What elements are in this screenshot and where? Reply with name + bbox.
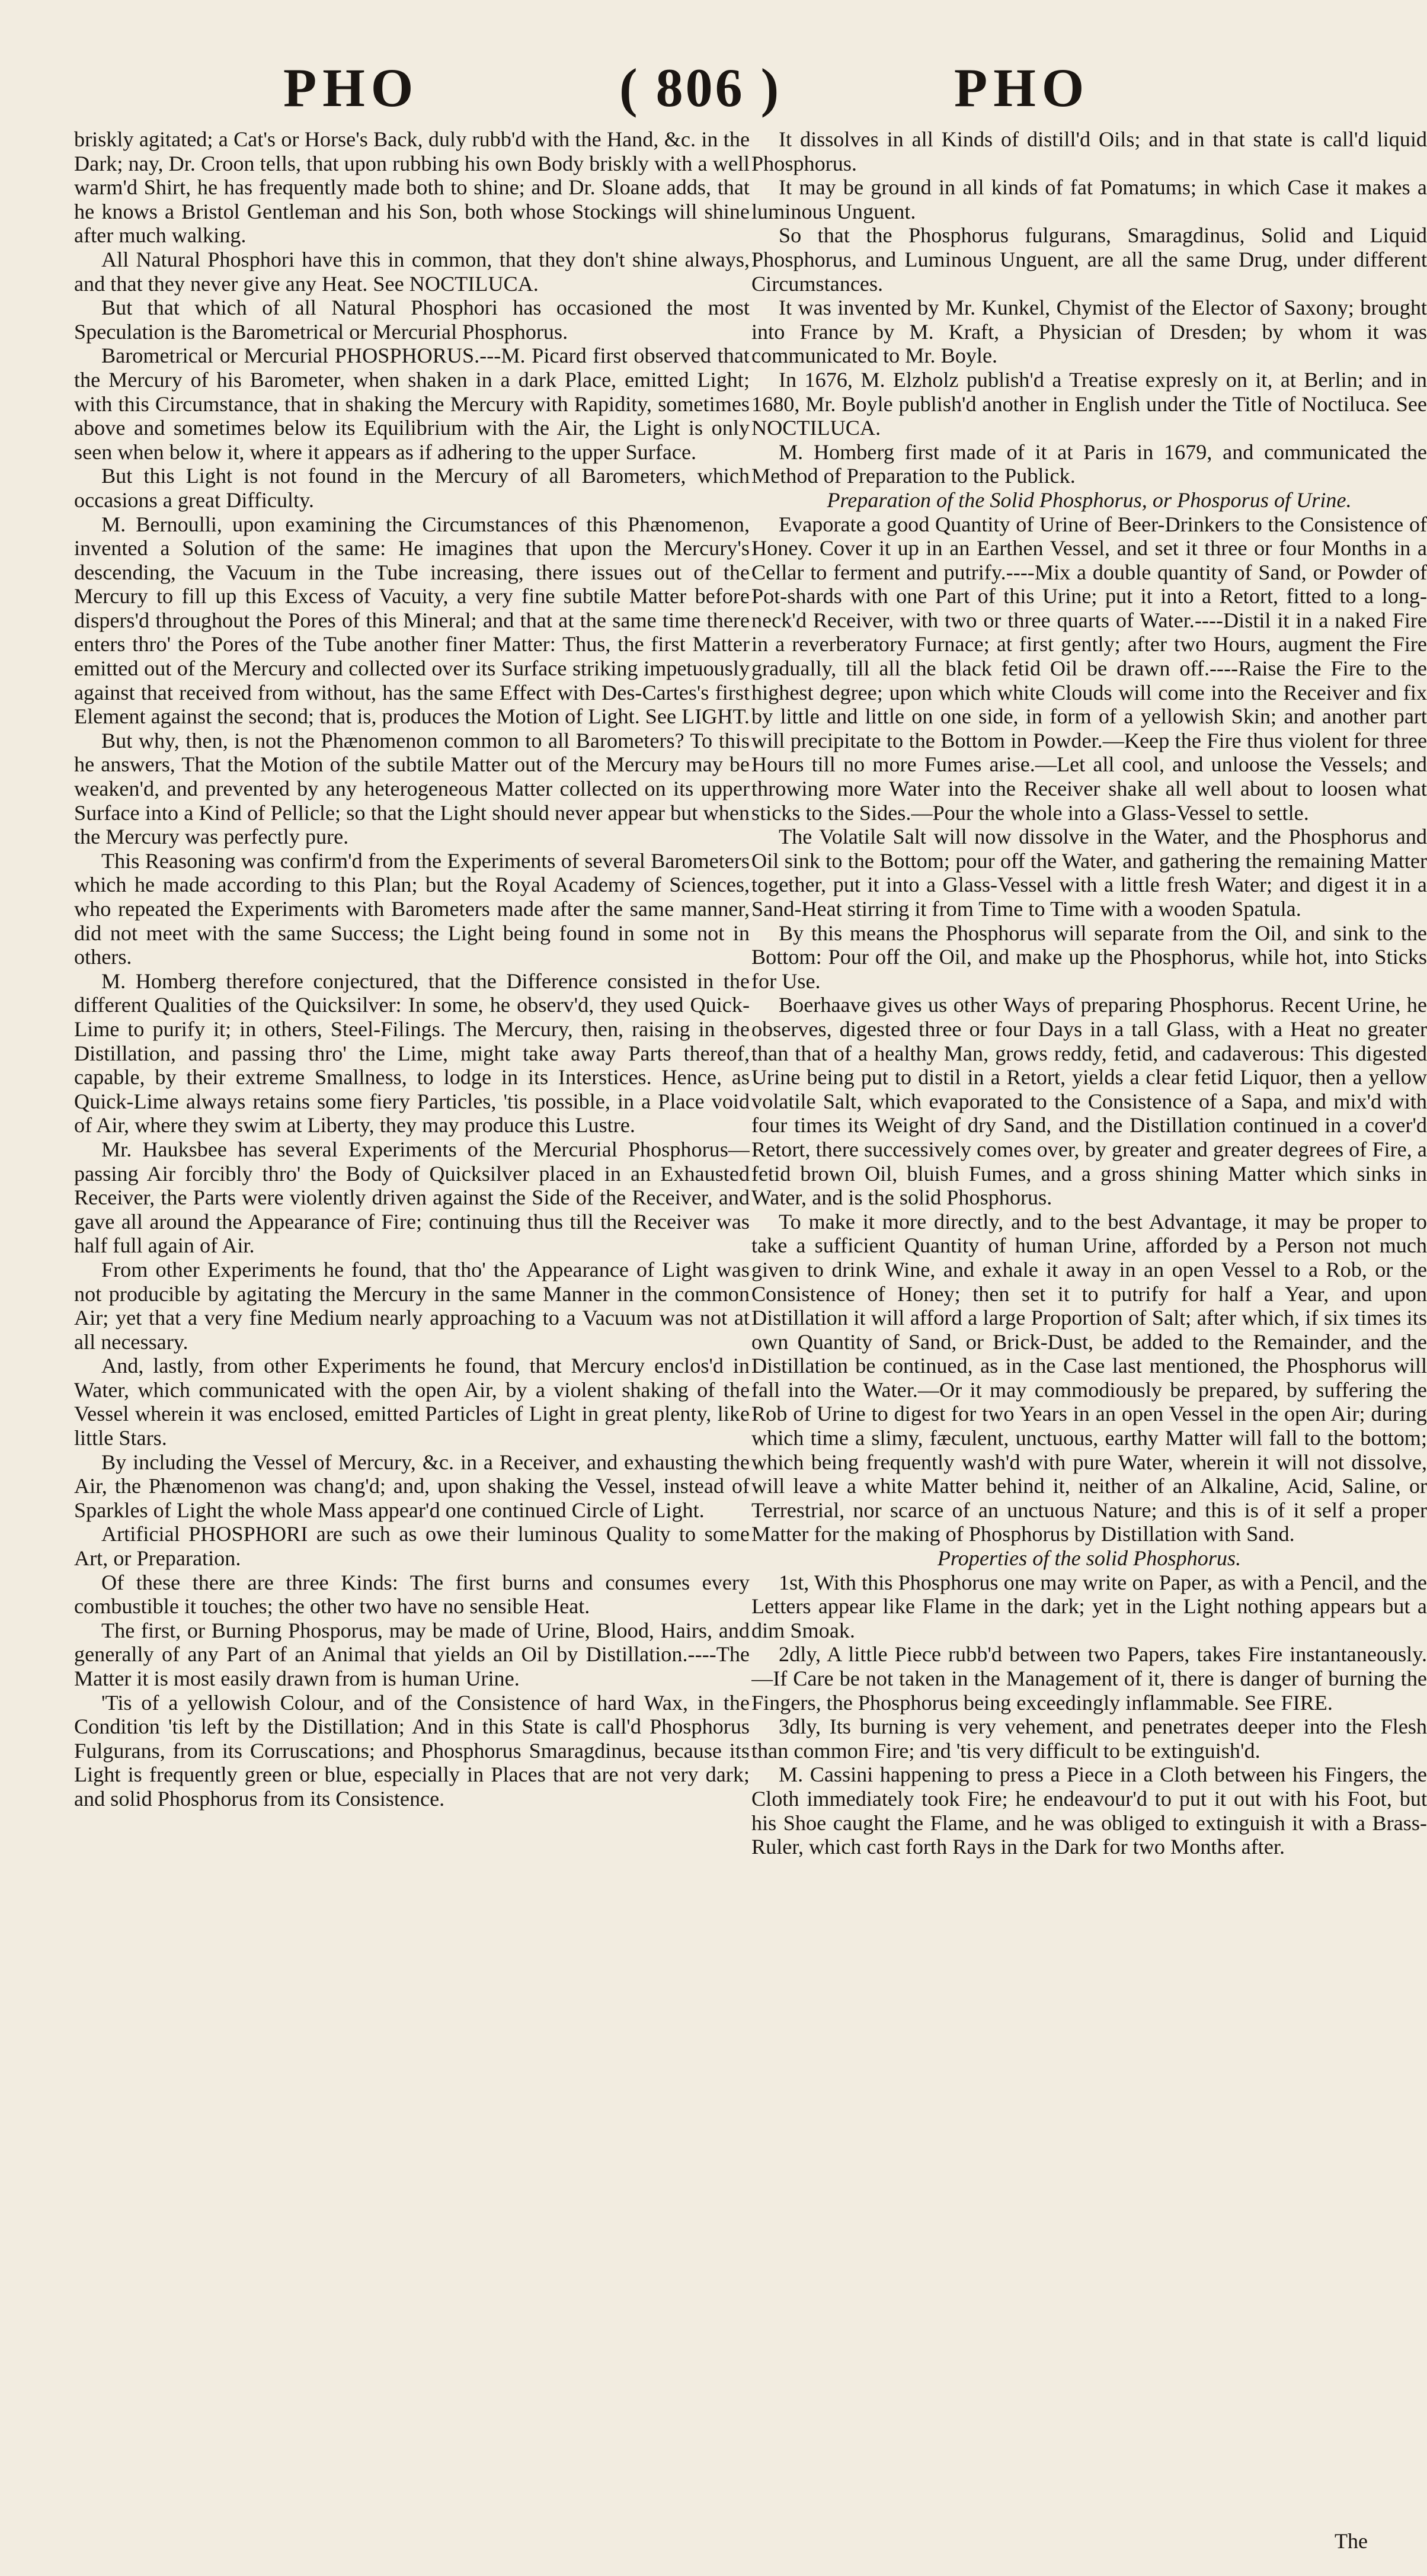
header-right-word: PHO — [954, 57, 1090, 118]
paragraph: M. Cassini happening to press a Piece in a Cloth between his Fingers, the Cloth immediately took Fire; he endeavour'd to put it out with his Foot, but his Shoe caught the Flame, and he was obliged to extinguish it with a Brass-Ruler, which cast forth Rays in the Dark for two Months after. — [751, 1763, 1427, 1859]
paragraph: The Volatile Salt will now dissolve in the Water, and the Phosphorus and Oil sink to the Bottom; pour off the Water, and gathering the remaining Matter together, put it into a Glass-Vessel with a little fresh Water; and digest it in a Sand-Heat stirring it from Time to Time with a wooden Spatula. — [751, 825, 1427, 921]
paragraph: 3dly, Its burning is very vehement, and penetrates deeper into the Flesh than common Fire; and 'tis very difficult to be extinguish'd. — [751, 1715, 1427, 1763]
right-column — [751, 127, 1427, 2527]
header-left-word: PHO — [283, 57, 420, 118]
page-number: ( 806 ) — [619, 57, 782, 118]
paragraph: In 1676, M. Elzholz publish'd a Treatise expresly on it, at Berlin; and in 1680, Mr. Boyle publish'd another in English under the Title of Noctiluca. See NOCTILUCA. — [751, 367, 1427, 440]
paragraph: The first, or Burning Phosporus, may be made of Urine, Blood, Hairs, and generally of any Part of an Animal that yields an Oil by Distillation.----The Matter it is most easily drawn from is human Urine. — [74, 1618, 750, 1690]
paragraph: Barometrical or Mercurial PHOSPHORUS.---M. Picard first observed that the Mercury of his Barometer, when shaken in a dark Place, emitted Light; with this Circumstance, that in shaking the Mercury with Rapidity, sometimes above and sometimes below its Equilibrium with the Air, the Light is only seen when below it, where it appears as if adhering to the upper Surface. — [74, 344, 750, 464]
paragraph: But this Light is not found in the Mercury of all Barometers, which occasions a great Difficulty. — [74, 464, 750, 512]
paragraph: Of these there are three Kinds: The first burns and consumes every combustible it touches; the other two have no sensible Heat. — [74, 1570, 750, 1619]
paragraph: briskly agitated; a Cat's or Horse's Back, duly rubb'd with the Hand, &c. in the Dark; nay, Dr. Croon tells, that upon rubbing his own Body briskly with a well warm'd Shirt, he has frequently made both to shine; and Dr. Sloane adds, that he knows a Bristol Gentleman and his Son, both whose Stockings will shine after much walking. — [74, 127, 750, 248]
paragraph: Evaporate a good Quantity of Urine of Beer-Drinkers to the Consistence of Honey. Cover it up in an Earthen Vessel, and set it three or four Months in a Cellar to ferment and putrify.----Mix a double quantity of Sand, or Powder of Pot-shards with one Part of this Urine; put it into a Retort, fitted to a long-neck'd Receiver, with two or three quarts of Water.----Distil it in a naked Fire in a reverberatory Furnace; at first gently; after two Hours, augment the Fire gradually, till all the black fetid Oil be drawn off.----Raise the Fire to the highest degree; upon which white Clouds will come into the Receiver and fix by little and little on one side, in form of a yellowish Skin; and another part will precipitate to the Bottom in Powder.—Keep the Fire thus violent for three Hours till no more Fumes arise.—Let all cool, and unloose the Vessels; and throwing more Water into the Receiver shake all well about to loosen what sticks to the Sides.—Pour the whole into a Glass-Vessel to settle. — [751, 512, 1427, 825]
section-heading: Preparation of the Solid Phosphorus, or Phosporus of Urine. — [827, 488, 1352, 512]
paragraph: All Natural Phosphori have this in common, that they don't shine always, and that they never give any Heat. See NOCTILUCA. — [74, 247, 750, 296]
paragraph: It was invented by Mr. Kunkel, Chymist of the Elector of Saxony; brought into France by M. Kraft, a Physician of Dresden; by whom it was communicated to Mr. Boyle. — [751, 296, 1427, 368]
paragraph: M. Bernoulli, upon examining the Circumstances of this Phænomenon, invented a Solution of the same: He imagines that upon the Mercury's descending, the Vacuum in the Tube increasing, there issues out of the Mercury to fill up this Excess of Vacuity, a very fine subtile Matter before dispers'd throughout the Pores of this Mineral; and that at the same time there enters thro' the Pores of the Tube another finer Matter: Thus, the first Matter emitted out of the Mercury and collected over its Surface striking impetuously against that received from without, has the same Effect with Des-Cartes's first Element against the second; that is, produces the Motion of Light. See LIGHT. — [74, 512, 750, 729]
paragraph: It may be ground in all kinds of fat Pomatums; in which Case it makes a luminous Unguent. — [751, 175, 1427, 223]
paragraph: To make it more directly, and to the best Advantage, it may be proper to take a sufficient Quantity of human Urine, afforded by a Person not much given to drink Wine, and exhale it away in an open Vessel to a Rob, or the Consistence of Honey; then set it to putrify for half a Year, and upon Distillation it will afford a large Proportion of Salt; after which, if six times its own Quantity of Sand, or Brick-Dust, be added to the Remainder, and the Distillation be continued, as in the Case last mentioned, the Phosphorus will fall into the Water.—Or it may commodiously be prepared, by suffering the Rob of Urine to digest for two Years in an open Vessel in the open Air; during which time a slimy, fæculent, unctuous, earthy Matter will fall to the bottom; which being frequently wash'd with pure Water, wherein it will not dissolve, will leave a white Matter behind it, neither of an Alkaline, Acid, Saline, or Terrestrial, nor scarce of an unctuous Nature; and this is of it self a proper Matter for the making of Phosphorus by Distillation with Sand. — [751, 1209, 1427, 1546]
paragraph: 1st, With this Phosphorus one may write on Paper, as with a Pencil, and the Letters appear like Flame in the dark; yet in the Light nothing appears but a dim Smoak. — [751, 1570, 1427, 1642]
paragraph: M. Homberg therefore conjectured, that the Difference consisted in the different Qualities of the Quicksilver: In some, he observ'd, they used Quick-Lime to purify it; in others, Steel-Filings. The Mercury, then, raising in the Distillation, and passing thro' the Lime, might take away Parts thereof, capable, by their extreme Smallness, to lodge in its Interstices. Hence, as Quick-Lime always retains some fiery Particles, 'tis possible, in a Place void of Air, where they swim at Liberty, they may produce this Lustre. — [74, 969, 750, 1138]
paragraph: By including the Vessel of Mercury, &c. in a Receiver, and exhausting the Air, the Phænomenon was chang'd; and, upon shaking the Vessel, instead of Sparkles of Light the whole Mass appear'd one continued Circle of Light. — [74, 1450, 750, 1522]
paragraph: From other Experiments he found, that tho' the Appearance of Light was not producible by agitating the Mercury in the same Manner in the common Air; yet that a very fine Medium nearly approaching to a Vacuum was not at all necessary. — [74, 1257, 750, 1354]
paragraph: It dissolves in all Kinds of distill'd Oils; and in that state is call'd liquid Phosphorus. — [751, 127, 1427, 175]
paragraph: 2dly, A little Piece rubb'd between two Papers, takes Fire instantaneously.—If Care be not taken in the Management of it, there is danger of burning the Fingers, the Phosphorus being exceedingly inflammable. See FIRE. — [751, 1642, 1427, 1715]
paragraph: Artificial PHOSPHORI are such as owe their luminous Quality to some Art, or Preparation. — [74, 1522, 750, 1571]
paragraph: By this means the Phosphorus will separate from the Oil, and sink to the Bottom: Pour off the Oil, and make up the Phosphorus, while hot, into Sticks for Use. — [751, 921, 1427, 993]
left-column — [74, 127, 750, 2527]
paragraph: Boerhaave gives us other Ways of preparing Phosphorus. Recent Urine, he observes, digested three or four Days in a tall Glass, with a Heat no greater than that of a healthy Man, grows reddy, fetid, and cadaverous: This digested Urine being put to distil in a Retort, yields a clear fetid Liquor, then a yellow volatile Salt, which evaporated to the Consistence of a Sapa, and mix'd with four times its Weight of dry Sand, and the Distillation continued in a cover'd Retort, there successively comes over, by greater and greater degrees of Fire, a fetid brown Oil, bluish Fumes, and a gross shining Matter which sinks in Water, and is the solid Phosphorus. — [751, 993, 1427, 1210]
paragraph: M. Homberg first made of it at Paris in 1679, and communicated the Method of Preparation to the Publick. — [751, 440, 1427, 488]
paragraph: So that the Phosphorus fulgurans, Smaragdinus, Solid and Liquid Phosphorus, and Luminous Unguent, are all the same Drug, under different Circumstances. — [751, 223, 1427, 296]
paragraph: Mr. Hauksbee has several Experiments of the Mercurial Phosphorus—passing Air forcibly thro' the Body of Quicksilver placed in an Exhausted Receiver, the Parts were violently driven against the Side of the Receiver, and gave all around the Appearance of Fire; continuing thus till the Receiver was half full again of Air. — [74, 1137, 750, 1258]
paragraph: And, lastly, from other Experiments he found, that Mercury enclos'd in Water, which communicated with the open Air, by a violent shaking of the Vessel wherein it was enclosed, emitted Particles of Light in great plenty, like little Stars. — [74, 1354, 750, 1450]
paragraph: This Reasoning was confirm'd from the Experiments of several Barometers which he made according to this Plan; but the Royal Academy of Sciences, who repeated the Experiments with Barometers made after the same manner, did not meet with the same Success; the Light being found in some not in others. — [74, 848, 750, 969]
paragraph: But why, then, is not the Phænomenon common to all Barometers? To this he answers, That the Motion of the subtile Matter out of the Mercury may be weaken'd, and prevented by any heterogeneous Matter collected on its upper Surface into a Kind of Pellicle; so that the Light should never appear but when the Mercury was perfectly pure. — [74, 728, 750, 849]
paragraph: 'Tis of a yellowish Colour, and of the Consistence of hard Wax, in the Condition 'tis left by the Distillation; And in this State is call'd Phosphorus Fulgurans, from its Corruscations; and Phosphorus Smaragdinus, because its Light is frequently green or blue, especially in Places that are not very dark; and solid Phosphorus from its Consistence. — [74, 1690, 750, 1811]
paragraph: But that which of all Natural Phosphori has occasioned the most Speculation is the Barometrical or Mercurial Phosphorus. — [74, 296, 750, 344]
section-heading: Properties of the solid Phosphorus. — [937, 1546, 1242, 1571]
catchword: The — [1335, 2529, 1368, 2553]
running-header — [0, 56, 1427, 121]
